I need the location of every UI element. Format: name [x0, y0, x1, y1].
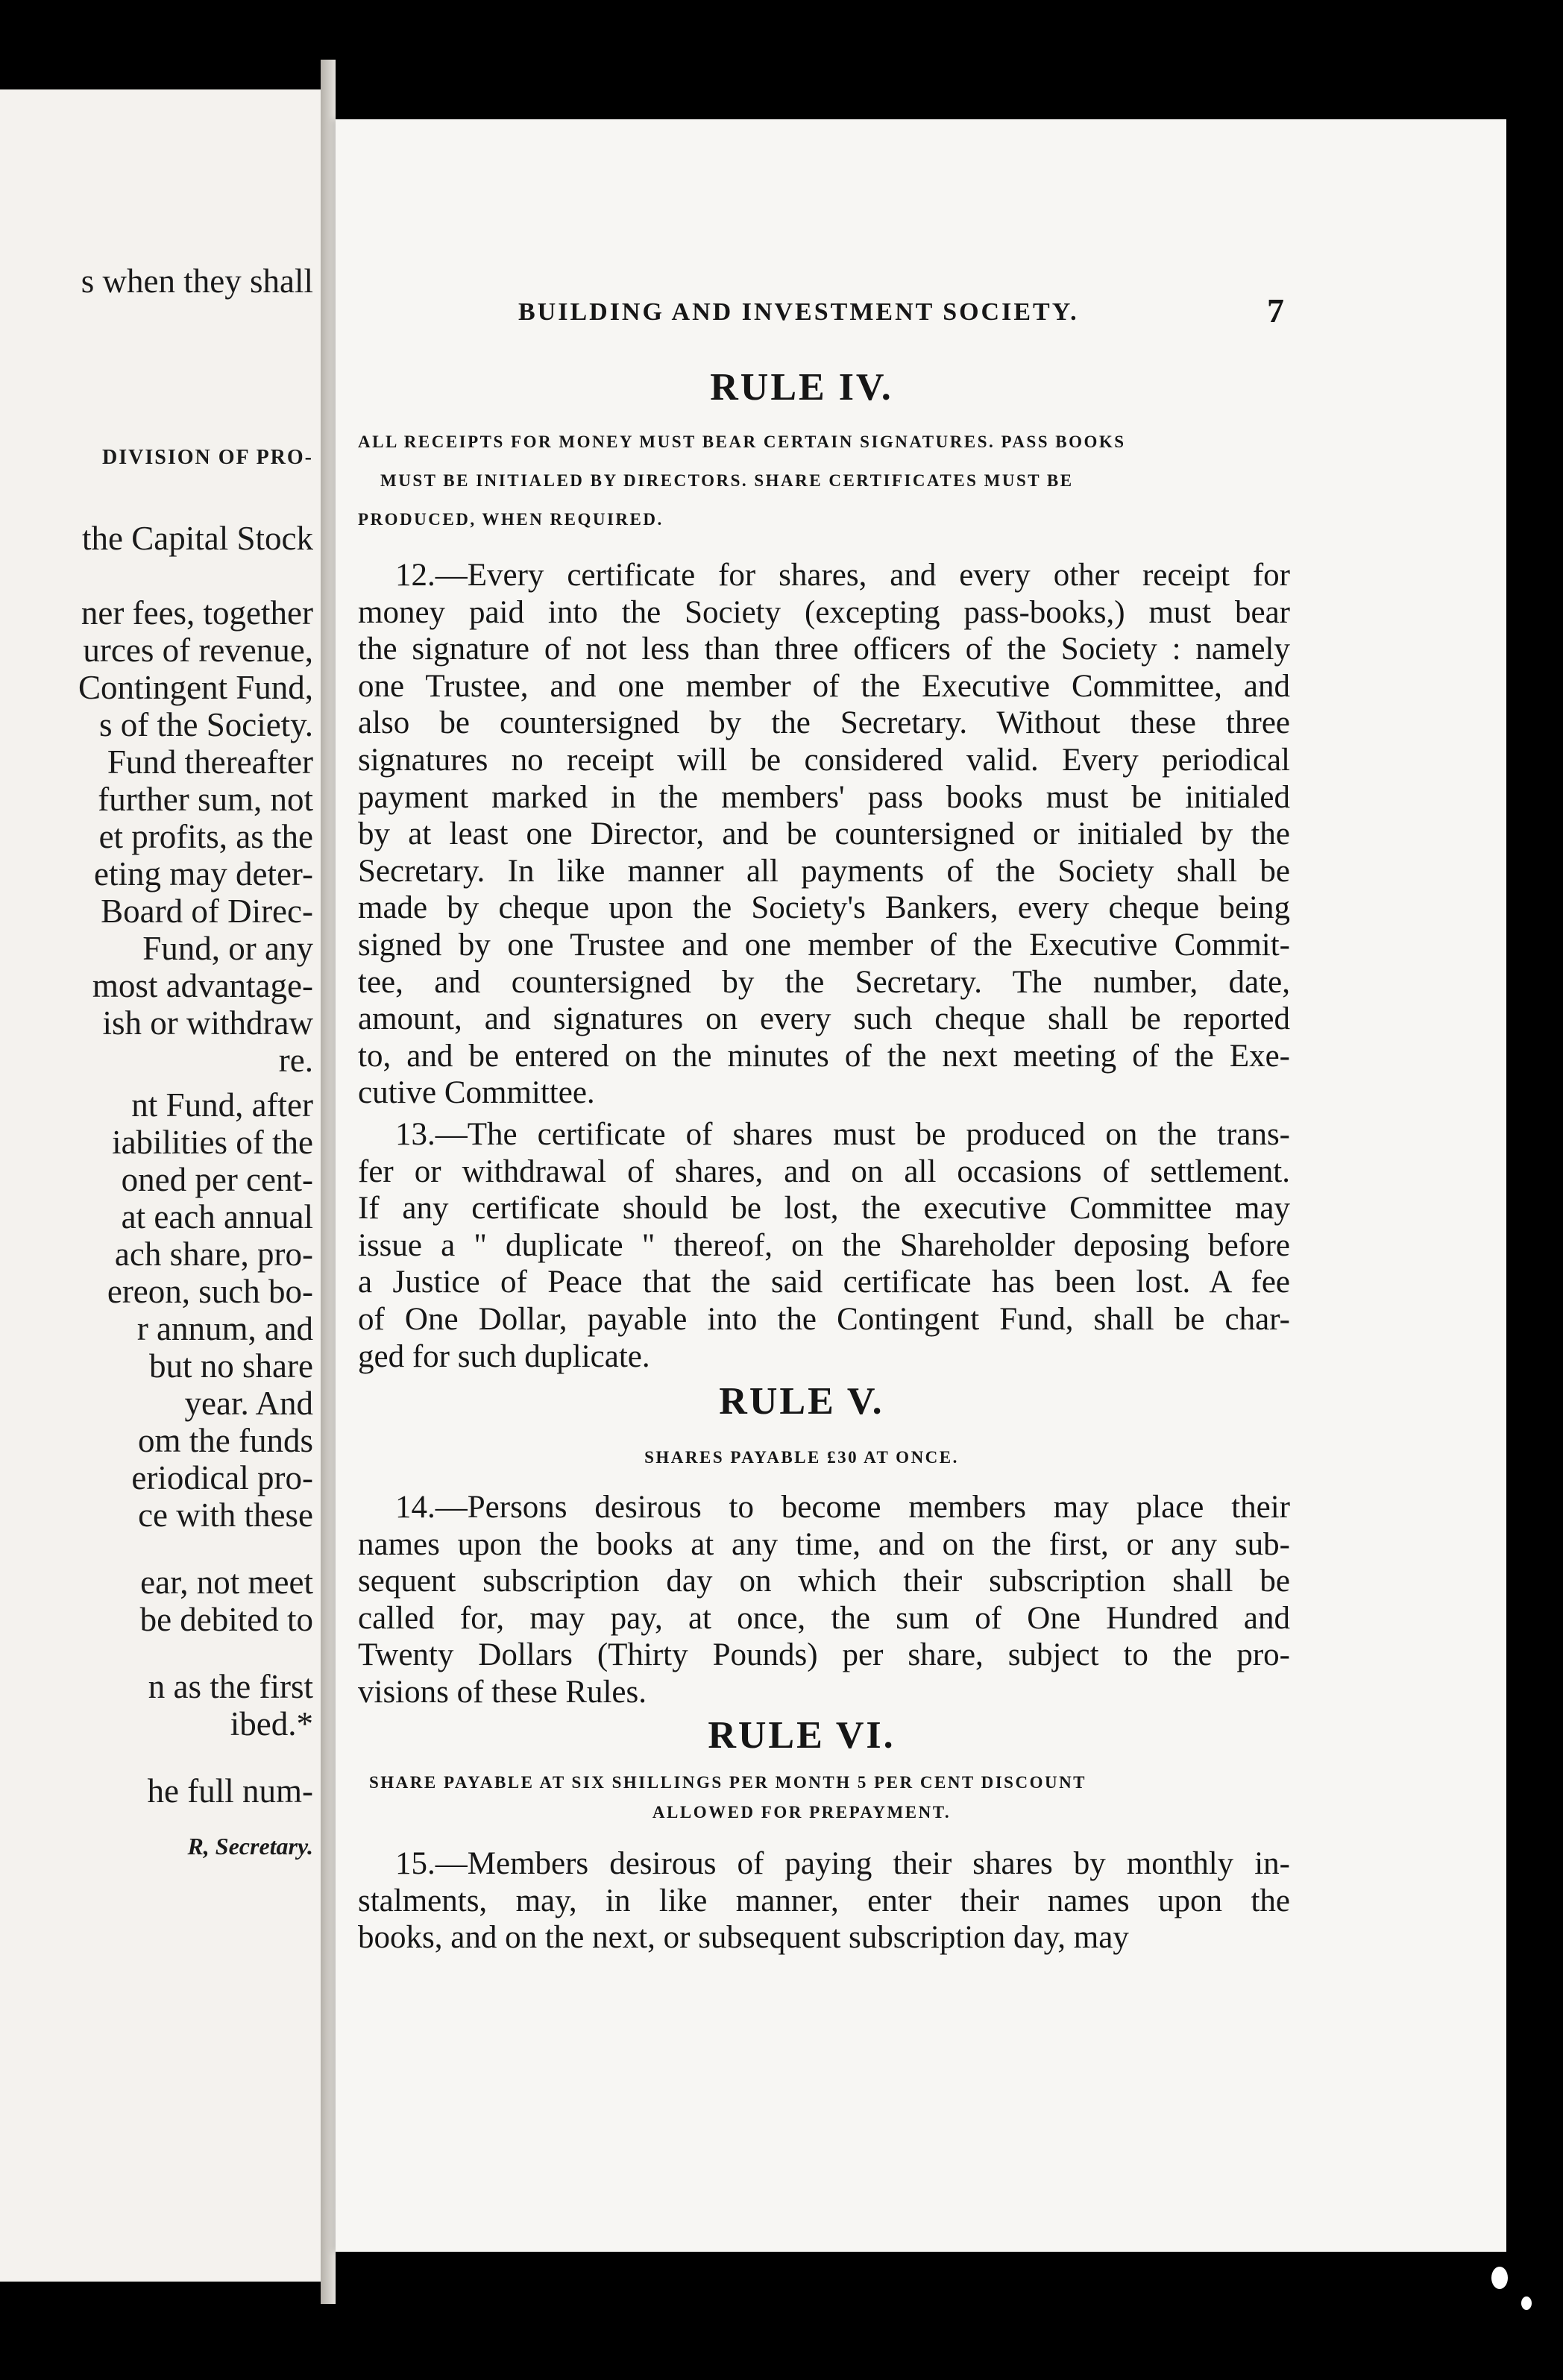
left-page-line: he full num- [147, 1772, 313, 1810]
left-page-line: iabilities of the [112, 1124, 313, 1161]
scan-speck [1521, 2296, 1532, 2310]
left-page-line: R, Secretary. [187, 1833, 313, 1860]
left-page-line: re. [278, 1042, 313, 1079]
scan-speck [1491, 2267, 1508, 2289]
rule-iv-heading: RULE IV. [710, 366, 893, 409]
left-page-line: oned per cent- [121, 1161, 313, 1198]
left-page-line: ereon, such bo- [107, 1273, 313, 1310]
left-page-line: at each annual [121, 1198, 313, 1235]
text-line: Secretary. In like manner all payments of the Society shall be [358, 853, 1290, 889]
left-page-line: the Capital Stock [82, 520, 313, 557]
left-page-line: eting may deter- [94, 855, 313, 892]
text-line: cutive Committee. [358, 1075, 595, 1111]
left-page-line: nt Fund, after [131, 1086, 313, 1124]
text-line: visions of these Rules. [358, 1675, 647, 1710]
text-line: stalments, may, in like manner, enter their names upon the [358, 1883, 1290, 1918]
running-title: BUILDING AND INVESTMENT SOCIETY. [518, 298, 1079, 326]
left-page-line: ner fees, together [81, 594, 313, 632]
left-page-line: n as the first [148, 1668, 313, 1705]
left-page-line: Fund thereafter [107, 743, 313, 781]
left-page-line: ibed.* [230, 1705, 313, 1742]
text-line: 13.—The certificate of shares must be produced on the trans- [395, 1117, 1290, 1152]
left-page-line: ish or withdraw [102, 1004, 313, 1042]
left-page-line: most advantage- [92, 967, 313, 1004]
left-page-line: s of the Society. [98, 706, 313, 743]
text-line: signatures no receipt will be considered valid. Every periodical [358, 743, 1290, 778]
text-line: fer or withdrawal of shares, and on all occasions of settlement. [358, 1153, 1290, 1189]
left-page-line: et profits, as the [98, 818, 313, 855]
left-page-fragment [0, 89, 321, 2282]
left-page-line: DIVISION OF PRO- [102, 446, 313, 469]
left-page-line: Contingent Fund, [78, 669, 313, 706]
text-line: also be countersigned by the Secretary. Without these three [358, 705, 1290, 741]
text-line: Twenty Dollars (Thirty Pounds) per share, subject to the pro- [358, 1637, 1290, 1673]
left-page-line: urces of revenue, [83, 632, 313, 669]
text-line: one Trustee, and one member of the Executive Committee, and [358, 668, 1290, 704]
text-line: 14.—Persons desirous to become members may place their [395, 1490, 1290, 1525]
text-line: books, and on the next, or subsequent subscription day, may [358, 1920, 1129, 1956]
text-line: to, and be entered on the minutes of the next meeting of the Exe- [358, 1038, 1290, 1074]
left-page-line: eriodical pro- [131, 1459, 313, 1496]
rule-vi-heading: RULE VI. [708, 1714, 896, 1757]
text-line: ged for such duplicate. [358, 1338, 650, 1374]
left-page-line: r annum, and [136, 1310, 313, 1347]
left-page-line: Board of Direc- [101, 892, 313, 930]
rule-vi-summary-line: ALLOWED FOR PREPAYMENT. [652, 1803, 952, 1822]
left-page-line: ach share, pro- [114, 1235, 313, 1273]
text-line: made by cheque upon the Society's Bankers, every cheque being [358, 890, 1290, 926]
text-line: amount, and signatures on every such cheque shall be reported [358, 1001, 1290, 1037]
text-line: payment marked in the members' pass books must be initialed [358, 779, 1290, 815]
left-page-line: further sum, not [98, 781, 313, 818]
rule-iv-summary-line: MUST BE INITIALED BY DIRECTORS. SHARE CERTIFICATES MUST BE [380, 471, 1074, 490]
left-page-line: be debited to [139, 1601, 313, 1638]
book-gutter [321, 60, 336, 2304]
rule-v-summary: SHARES PAYABLE £30 AT ONCE. [644, 1448, 959, 1467]
right-page [336, 119, 1506, 2252]
text-line: issue a " duplicate " thereof, on the Shareholder deposing before [358, 1227, 1290, 1263]
text-line: If any certificate should be lost, the executive Committee may [358, 1191, 1290, 1227]
text-line: names upon the books at any time, and on the first, or any sub- [358, 1526, 1290, 1562]
left-page-line: but no share [149, 1347, 313, 1385]
text-line: money paid into the Society (excepting pass-books,) must bear [358, 594, 1290, 630]
text-line: sequent subscription day on which their subscription shall be [358, 1564, 1290, 1599]
left-page-line: Fund, or any [142, 930, 313, 967]
text-line: by at least one Director, and be countersigned or initialed by the [358, 816, 1290, 852]
left-page-line: ear, not meet [140, 1564, 313, 1601]
text-line: of One Dollar, payable into the Contingent Fund, shall be char- [358, 1302, 1290, 1337]
text-line: called for, may pay, at once, the sum of One Hundred and [358, 1600, 1290, 1636]
rule-iv-summary-line: PRODUCED, WHEN REQUIRED. [358, 510, 664, 529]
rule-vi-summary-line: SHARE PAYABLE AT SIX SHILLINGS PER MONTH 5 PER CENT DISCOUNT [369, 1773, 1087, 1792]
rule-iv-summary-line: ALL RECEIPTS FOR MONEY MUST BEAR CERTAIN SIGNATURES. PASS BOOKS [358, 432, 1126, 451]
text-line: a Justice of Peace that the said certificate has been lost. A fee [358, 1265, 1290, 1300]
text-line: 12.—Every certificate for shares, and every other receipt for [395, 558, 1290, 593]
page-number: 7 [1267, 292, 1284, 330]
rule-v-heading: RULE V. [719, 1380, 884, 1423]
text-line: 15.—Members desirous of paying their shares by monthly in- [395, 1846, 1290, 1881]
left-page-line: om the funds [138, 1422, 313, 1459]
text-line: signed by one Trustee and one member of the Executive Commit- [358, 928, 1290, 963]
left-page-line: year. And [184, 1385, 313, 1422]
text-line: tee, and countersigned by the Secretary. The number, date, [358, 964, 1290, 1000]
left-page-line: ce with these [138, 1496, 313, 1534]
left-page-line: s when they shall [81, 262, 313, 300]
text-line: the signature of not less than three officers of the Society : namely [358, 632, 1290, 667]
